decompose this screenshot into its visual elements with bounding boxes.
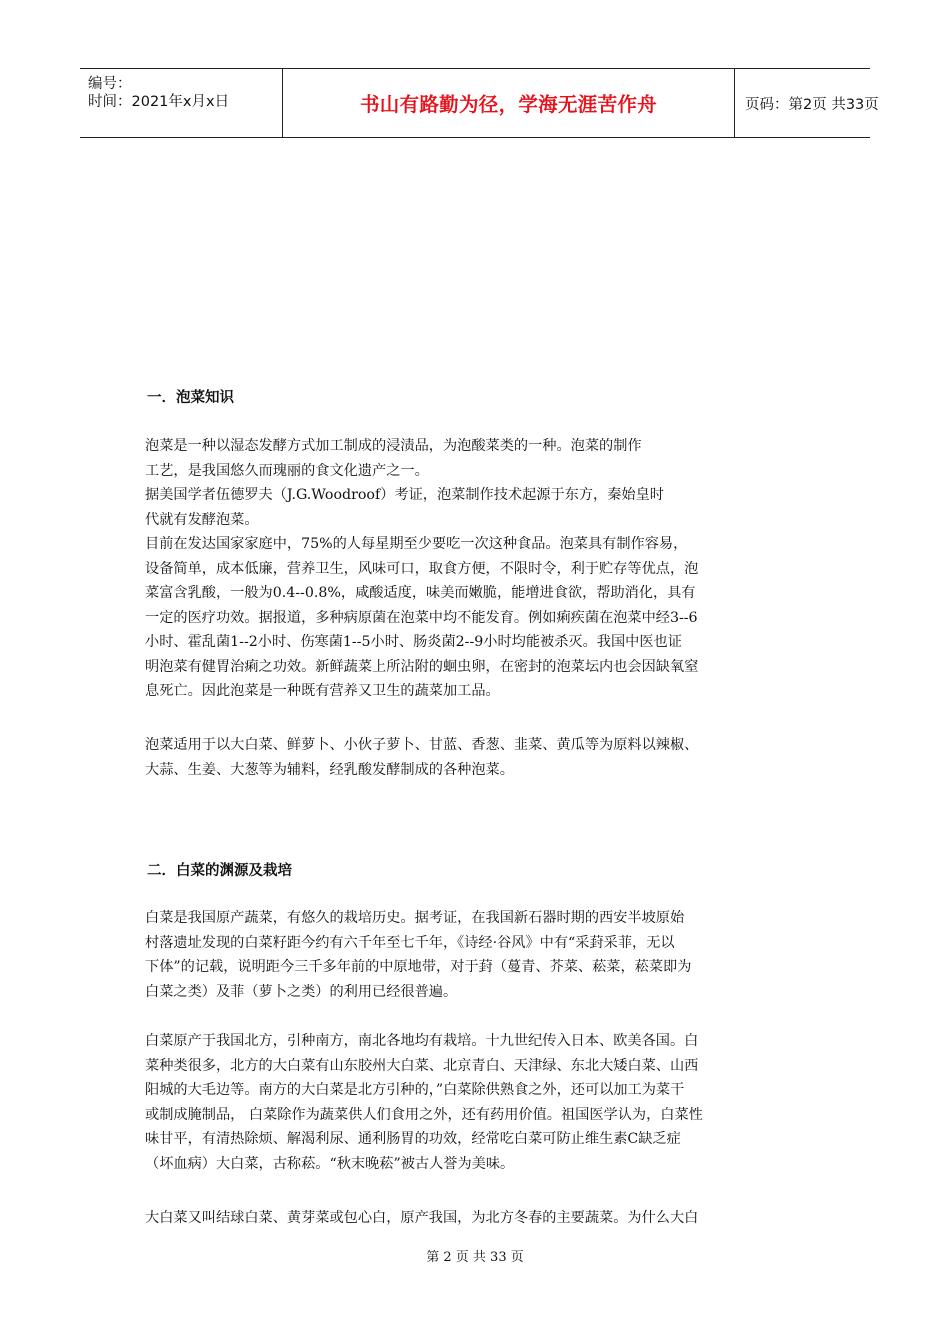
text-line: 泡菜适用于以大白菜、鲜萝卜、小伙子萝卜、甘蓝、香葱、韭菜、黄瓜等为原料以辣椒、 — [145, 737, 699, 753]
text-line: 据美国学者伍德罗夫（J.G.Woodroof）考证，泡菜制作技术起源于东方，秦始皇时 — [145, 487, 664, 503]
text-line: 阳城的大毛边等。南方的大白菜是北方引种的，”白菜除供熟食之外，还可以加工为菜干 — [145, 1082, 685, 1098]
text-line: 泡菜是一种以湿态发酵方式加工制成的浸渍品，为泡酸菜类的一种。泡菜的制作 — [145, 438, 642, 454]
text-line: 菜富含乳酸，一般为0.4--0.8%，咸酸适度，味美而嫩脆，能增进食欲，帮助消化，具有 — [145, 585, 696, 601]
header-slogan: 书山有路勤为径，学海无涯苦作舟 — [359, 93, 657, 116]
text-line: 设备简单，成本低廉，营养卫生，风味可口，取食方便，不限时令，利于贮存等优点，泡 — [145, 560, 699, 577]
text-line: 目前在发达国家家庭中，75%的人每星期至少要吃一次这种食品。泡菜具有制作容易， — [145, 536, 688, 552]
text-line: 大白菜又叫结球白菜、黄芽菜或包心白，原产我国，为北方冬春的主要蔬菜。为什么大白 — [145, 1210, 699, 1226]
text-line: 菜种类很多，北方的大白菜有山东胶州大白菜、北京青白、天津绿、东北大矮白菜、山西 — [145, 1057, 699, 1074]
text-line: 明泡菜有健胃治痢之功效。新鲜蔬菜上所沾附的蛔虫卵，在密封的泡菜坛内也会因缺氧窒 — [145, 658, 699, 675]
document-number-label: 编号： — [88, 76, 132, 92]
text-line: 白菜是我国原产蔬菜，有悠久的栽培历史。据考证，在我国新石器时期的西安半坡原始 — [145, 910, 685, 926]
text-line: 工艺，是我国悠久而瑰丽的食文化遗产之一。 — [145, 462, 429, 479]
text-line: 下体”的记载，说明距今三千多年前的中原地带，对于葑（蔓青、芥菜、菘菜，菘菜即为 — [145, 959, 692, 975]
section-heading-cabbage: 二．白菜的渊源及栽培 — [147, 863, 292, 879]
text-line: 或制成腌制品， 白菜除作为蔬菜供人们食用之外，还有药用价值。祖国医学认为，白菜性 — [145, 1106, 703, 1123]
text-line: 白菜原产于我国北方，引种南方，南北各地均有栽培。十九世纪传入日本、欧美各国。白 — [145, 1033, 699, 1049]
paragraph — [145, 906, 825, 1004]
text-line: 一定的医疗功效。据报道，多种病原菌在泡菜中均不能发育。例如痢疾菌在泡菜中经3--6 — [145, 609, 698, 626]
text-line: 息死亡。因此泡菜是一种既有营养又卫生的蔬菜加工品。 — [145, 683, 500, 699]
text-line: 味甘平，有清热除烦、解渴利尿、通利肠胃的功效，经常吃白菜可防止维生素C缺乏症 — [145, 1131, 681, 1147]
text-line: 代就有发酵泡菜。 — [145, 511, 259, 528]
text-line: 大蒜、生姜、大葱等为辅料，经乳酸发酵制成的各种泡菜。 — [145, 761, 514, 778]
page-footer — [0, 1246, 950, 1265]
text-line: 白菜之类）及菲（萝卜之类）的利用已经很普遍。 — [145, 983, 458, 1000]
document-date-label: 时间：2021年x月x日 — [88, 94, 230, 110]
header-slogan-cell — [282, 69, 735, 137]
section-heading-pickles: 一．泡菜知识 — [147, 390, 234, 406]
text-line: （坏血病）大白菜，古称菘。“秋末晚菘”被古人誉为美味。 — [145, 1155, 515, 1172]
header-page-number: 页码：第2页 共33页 — [745, 96, 879, 113]
paragraph — [145, 434, 825, 704]
text-line: 村落遗址发现的白菜籽距今约有六千年至七千年，《诗经·谷风》中有“采葑采菲，无以 — [145, 934, 675, 951]
text-line: 小时、霍乱菌1--2小时、伤寒菌1--5小时、肠炎菌2--9小时均能被杀灭。我国中医也证 — [145, 634, 682, 650]
header-meta — [80, 69, 282, 137]
paragraph — [145, 1029, 825, 1176]
footer-page-number: 第 2 页 共 33 页 — [426, 1250, 524, 1265]
page-header — [80, 68, 879, 138]
paragraph — [145, 1206, 825, 1231]
paragraph — [145, 733, 825, 782]
